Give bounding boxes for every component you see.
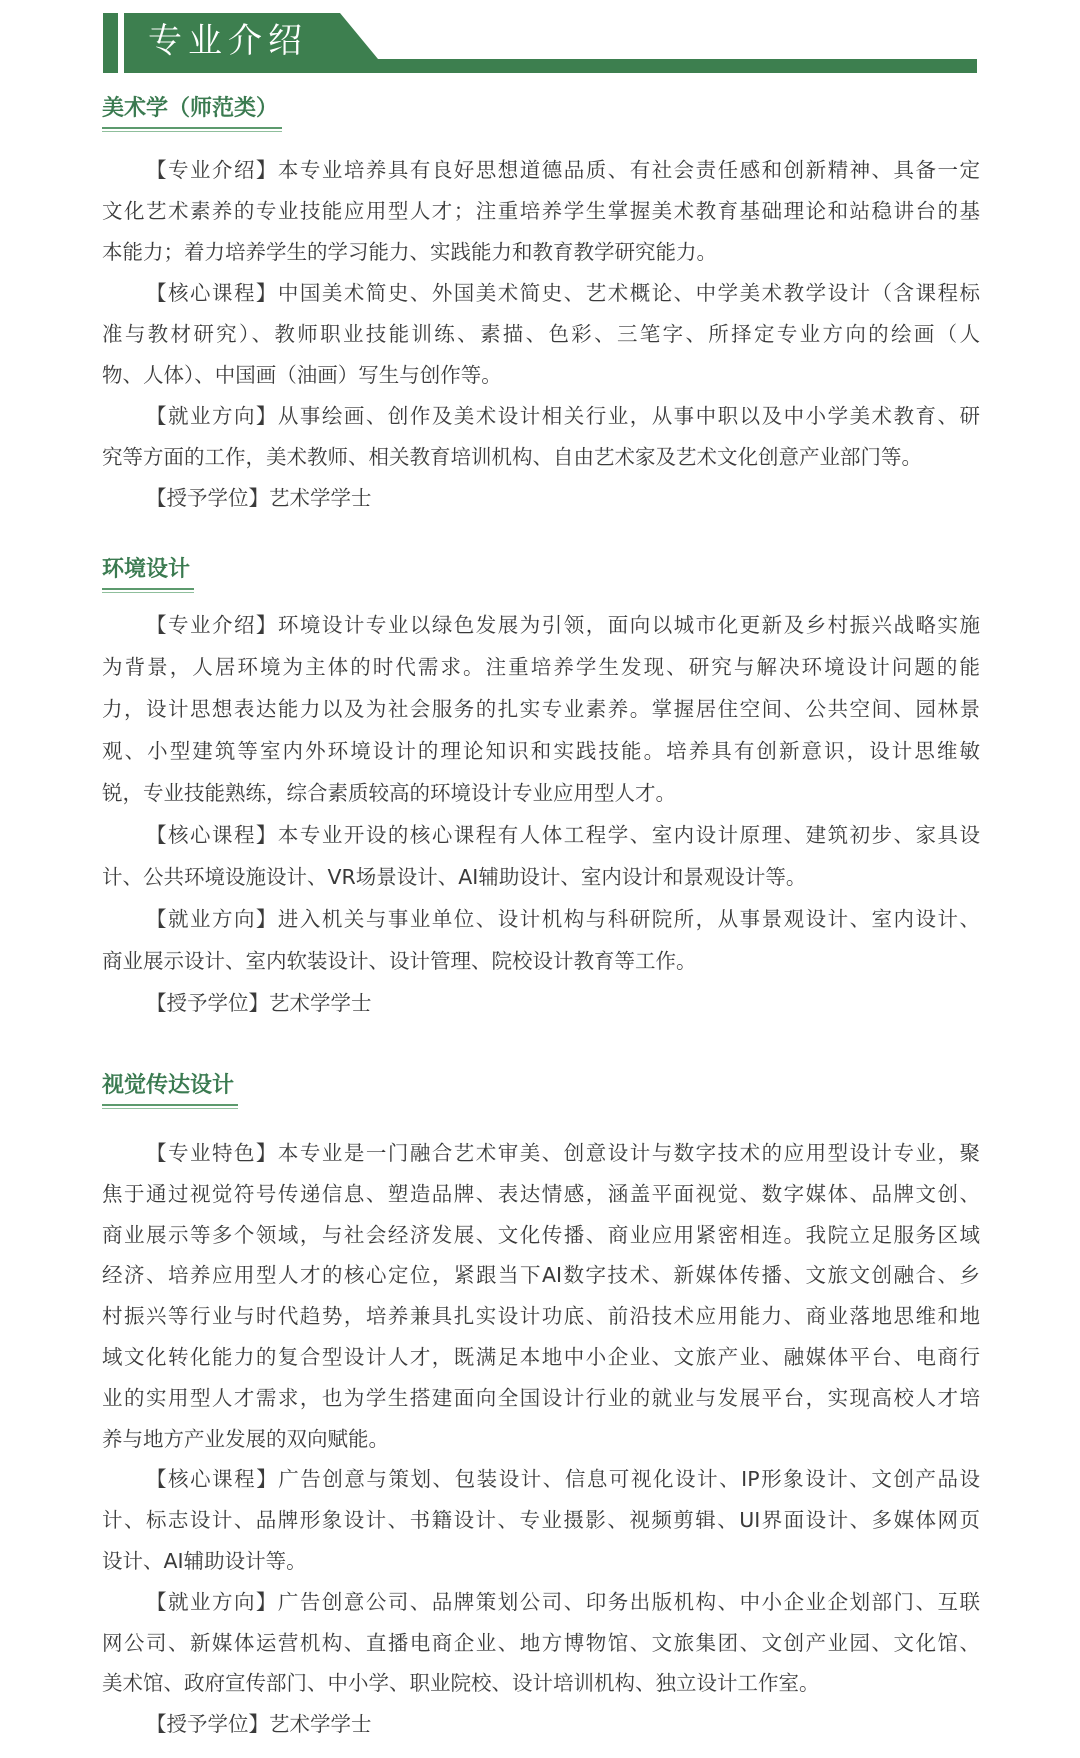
paragraph-line: 【核心课程】本专业开设的核心课程有人体工程学、室内设计原理、建筑初步、家具设 bbox=[146, 823, 980, 847]
heading-underline bbox=[102, 588, 194, 593]
paragraph-line: 经济、培养应用型人才的核心定位，紧跟当下AI数字技术、新媒体传播、文旅文创融合、乡 bbox=[102, 1263, 980, 1288]
paragraph-line: 【核心课程】中国美术简史、外国美术简史、艺术概论、中学美术教学设计（含课程标 bbox=[146, 281, 980, 305]
section-body bbox=[102, 1133, 980, 1745]
paragraph-line: 【授予学位】艺术学学士 bbox=[146, 1712, 372, 1737]
paragraph-line: 准与教材研究）、教师职业技能训练、素描、色彩、三笔字、所择定专业方向的绘画（人 bbox=[102, 322, 980, 346]
section-heading bbox=[102, 95, 278, 123]
paragraph-line: 商业展示等多个领域，与社会经济发展、文化传播、商业应用紧密相连。我院立足服务区域 bbox=[102, 1222, 980, 1247]
heading-underline bbox=[102, 127, 282, 132]
section-heading bbox=[102, 1072, 234, 1100]
paragraph-line: 【就业方向】从事绘画、创作及美术设计相关行业，从事中职以及中小学美术教育、研 bbox=[146, 404, 980, 428]
paragraph-line: 商业展示设计、室内软装设计、设计管理、院校设计教育等工作。 bbox=[102, 949, 697, 973]
section-heading bbox=[102, 556, 190, 584]
section-heading-text: 环境设计 bbox=[102, 557, 191, 582]
paragraph-line: 业的实用型人才需求，也为学生搭建面向全国设计行业的就业与发展平台，实现高校人才培 bbox=[102, 1385, 980, 1410]
paragraph-line: 设计、AI辅助设计等。 bbox=[102, 1548, 307, 1573]
paragraph-line: 【授予学位】艺术学学士 bbox=[146, 486, 372, 510]
paragraph-line: 村振兴等行业与时代趋势，培养兼具扎实设计功底、前沿技术应用能力、商业落地思维和地 bbox=[102, 1304, 980, 1329]
paragraph-line: 【核心课程】广告创意与策划、包装设计、信息可视化设计、IP形象设计、文创产品设 bbox=[146, 1467, 980, 1492]
paragraph-line: 养与地方产业发展的双向赋能。 bbox=[102, 1426, 389, 1451]
paragraph-line: 究等方面的工作，美术教师、相关教育培训机构、自由艺术家及艺术文化创意产业部门等。 bbox=[102, 445, 922, 469]
banner-accent-bar bbox=[103, 13, 118, 73]
paragraph-line: 【专业介绍】本专业培养具有良好思想道德品质、有社会责任感和创新精神、具备一定 bbox=[146, 158, 980, 182]
banner-title: 专业介绍 bbox=[148, 21, 308, 61]
section-banner bbox=[103, 13, 977, 73]
paragraph-line: 焦于通过视觉符号传递信息、塑造品牌、表达情感，涵盖平面视觉、数字媒体、品牌文创、 bbox=[102, 1181, 980, 1206]
paragraph-line: 计、标志设计、品牌形象设计、书籍设计、专业摄影、视频剪辑、UI界面设计、多媒体网页 bbox=[102, 1508, 980, 1533]
section-body bbox=[102, 604, 980, 1024]
paragraph-line: 观、小型建筑等室内外环境设计的理论知识和实践技能。培养具有创新意识，设计思维敏 bbox=[102, 739, 980, 763]
paragraph-line: 【就业方向】进入机关与事业单位、设计机构与科研院所，从事景观设计、室内设计、 bbox=[146, 907, 980, 931]
paragraph-line: 【专业介绍】环境设计专业以绿色发展为引领，面向以城市化更新及乡村振兴战略实施 bbox=[146, 613, 980, 637]
paragraph-line: 计、公共环境设施设计、VR场景设计、AI辅助设计、室内设计和景观设计等。 bbox=[102, 865, 807, 889]
heading-underline bbox=[102, 1104, 238, 1109]
paragraph-line: 力，设计思想表达能力以及为社会服务的扎实专业素养。掌握居住空间、公共空间、园林景 bbox=[102, 697, 980, 721]
paragraph-line: 锐，专业技能熟练，综合素质较高的环境设计专业应用型人才。 bbox=[102, 781, 676, 805]
paragraph-line: 网公司、新媒体运营机构、直播电商企业、地方博物馆、文旅集团、文创产业园、文化馆、 bbox=[102, 1630, 980, 1655]
paragraph-line: 为背景，人居环境为主体的时代需求。注重培养学生发现、研究与解决环境设计问题的能 bbox=[102, 655, 980, 679]
paragraph-line: 域文化转化能力的复合型设计人才，既满足本地中小企业、文旅产业、融媒体平台、电商行 bbox=[102, 1344, 980, 1369]
paragraph-line: 物、人体）、中国画（油画）写生与创作等。 bbox=[102, 363, 502, 387]
section-heading-text: 美术学（师范类） bbox=[102, 96, 279, 121]
paragraph-line: 【授予学位】艺术学学士 bbox=[146, 991, 372, 1015]
section-heading-text: 视觉传达设计 bbox=[102, 1073, 235, 1098]
paragraph-line: 本能力；着力培养学生的学习能力、实践能力和教育教学研究能力。 bbox=[102, 240, 717, 264]
section-body bbox=[102, 150, 980, 519]
paragraph-line: 文化艺术素养的专业技能应用型人才；注重培养学生掌握美术教育基础理论和站稳讲台的基 bbox=[102, 199, 980, 223]
paragraph-line: 美术馆、政府宣传部门、中小学、职业院校、设计培训机构、独立设计工作室。 bbox=[102, 1671, 820, 1696]
paragraph-line: 【就业方向】广告创意公司、品牌策划公司、印务出版机构、中小企业企划部门、互联 bbox=[146, 1589, 980, 1614]
paragraph-line: 【专业特色】本专业是一门融合艺术审美、创意设计与数字技术的应用型设计专业，聚 bbox=[146, 1141, 980, 1165]
